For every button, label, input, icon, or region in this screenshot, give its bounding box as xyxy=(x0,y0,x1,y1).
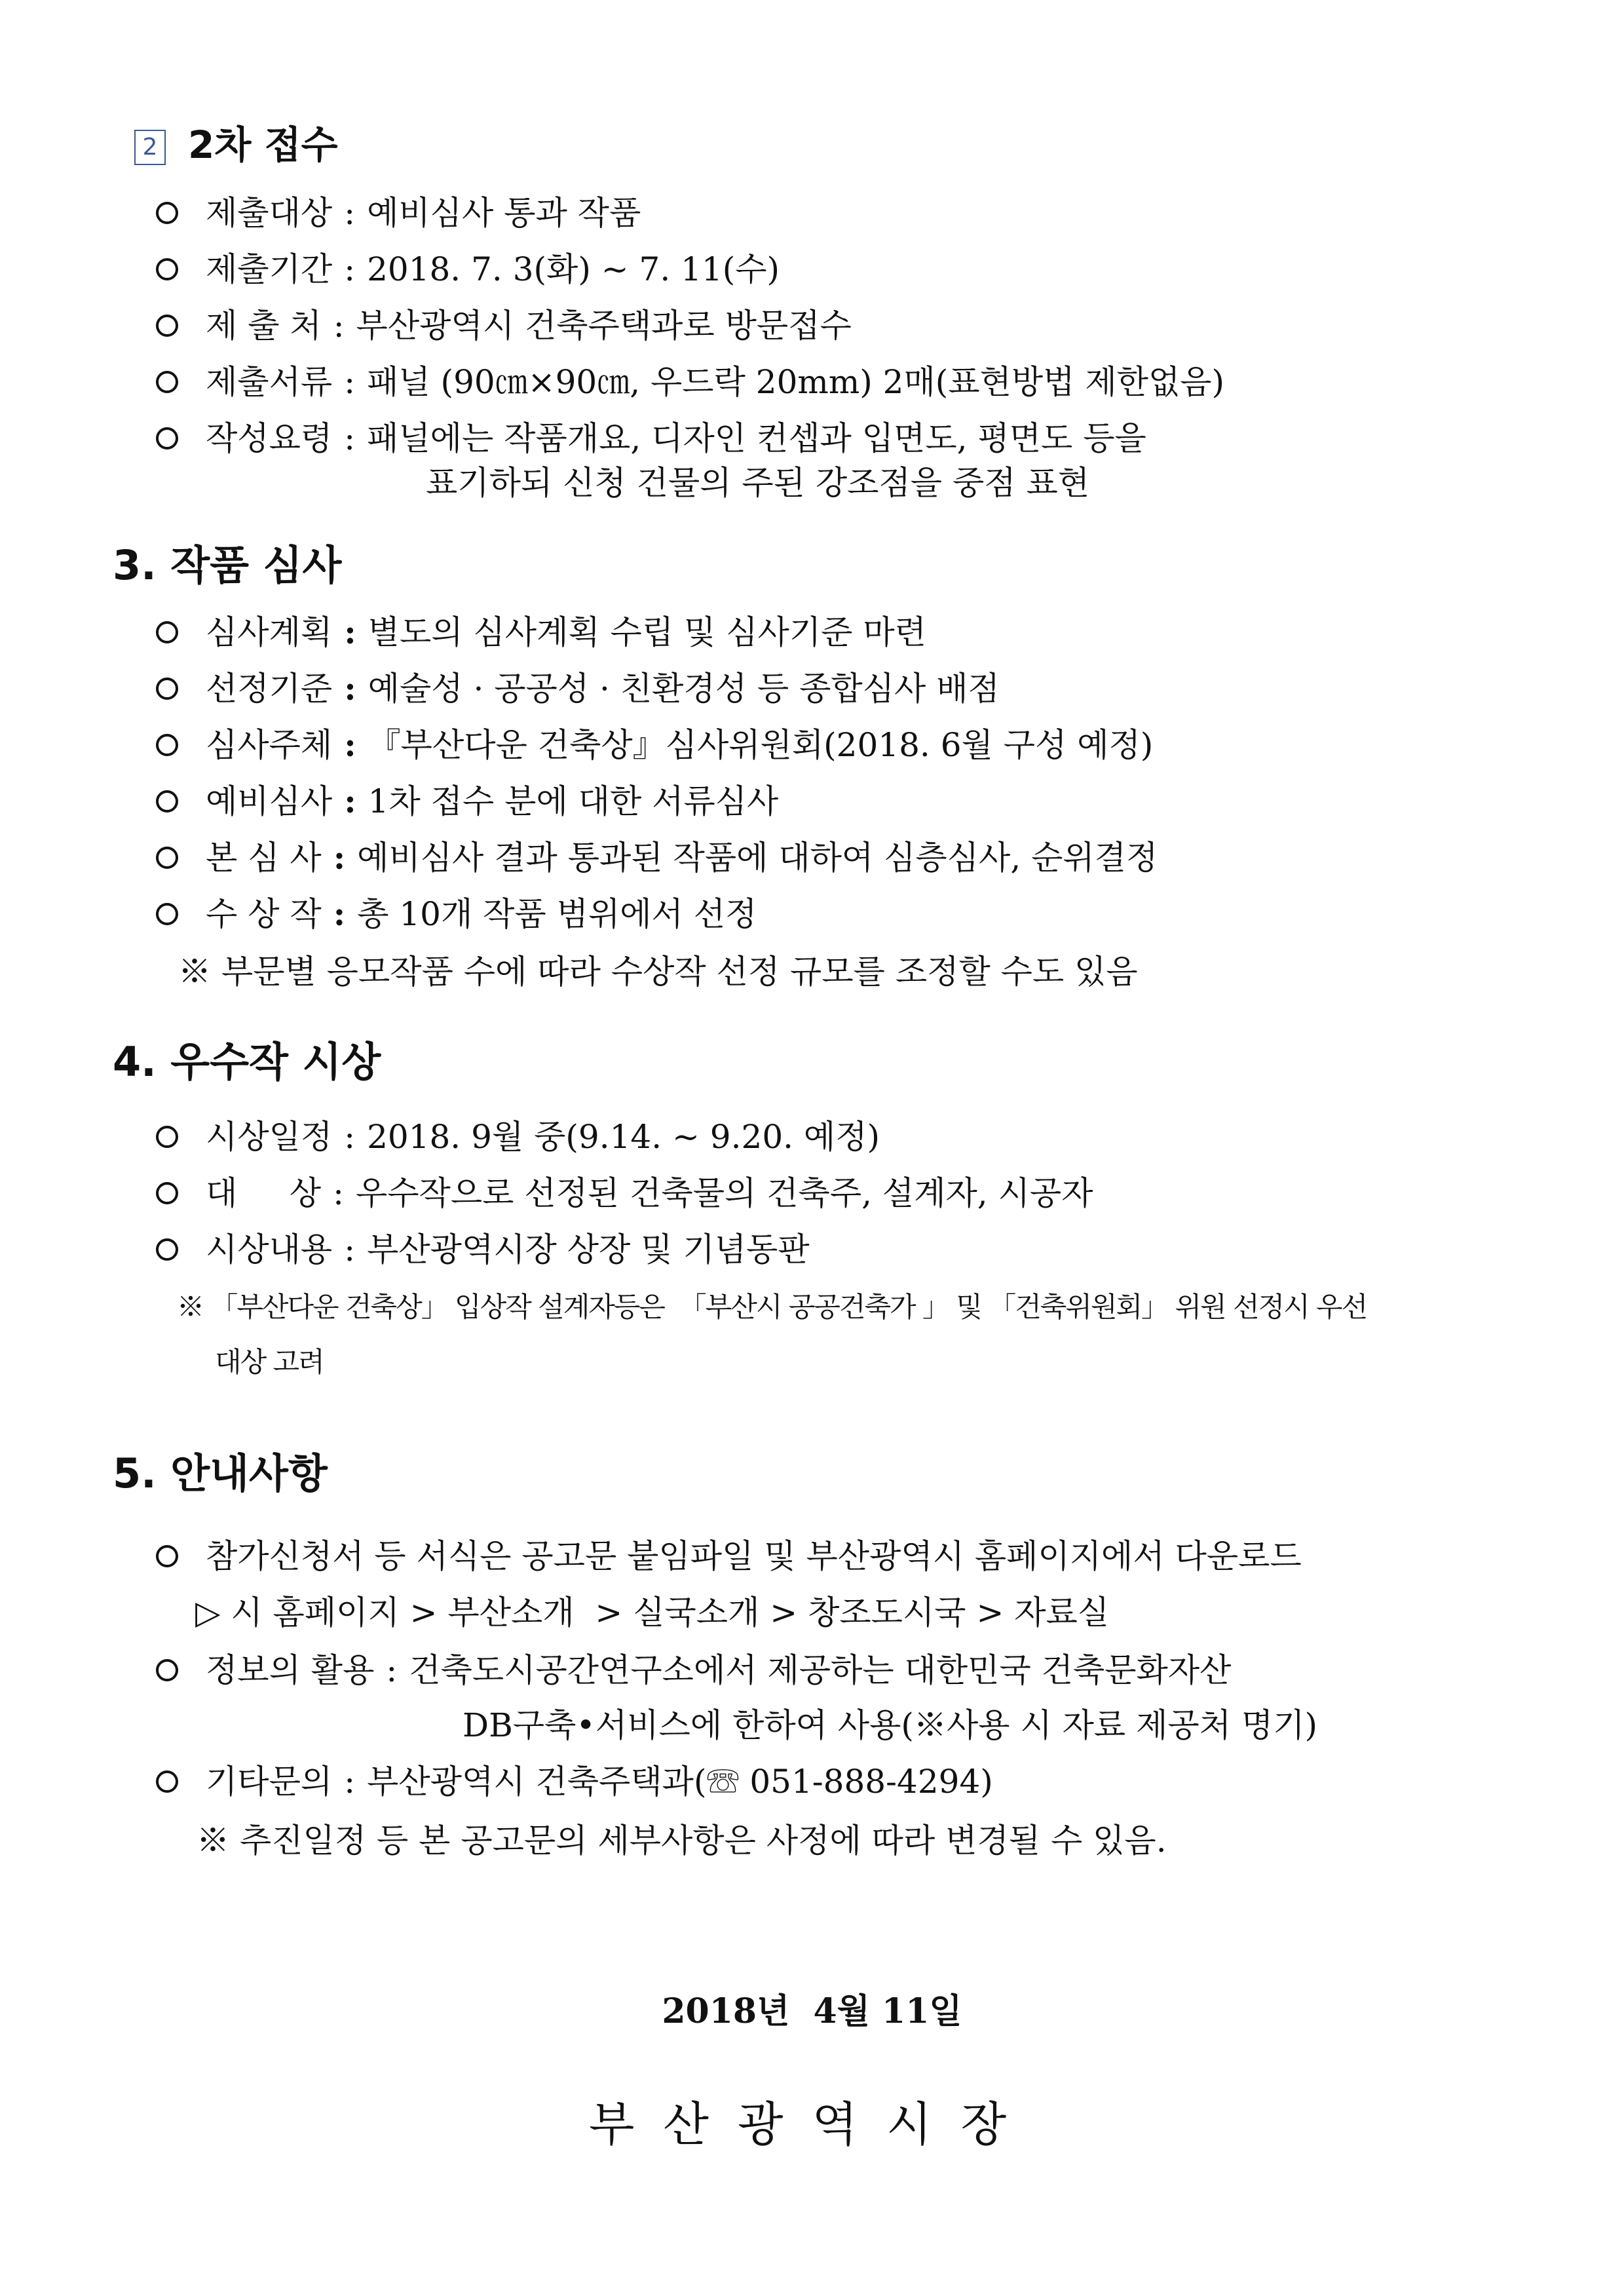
number-box-icon: 2 xyxy=(134,130,166,165)
item-separator: : xyxy=(344,613,356,651)
list-item xyxy=(156,782,779,820)
circle-bullet-icon xyxy=(156,1659,178,1681)
item-label: 제 출 처 xyxy=(206,307,322,345)
item-text: 별도의 심사계획 수립 및 심사기준 마련 xyxy=(368,613,926,651)
item-label: 심사주체 xyxy=(206,726,333,764)
subsection-title: 2차 접수 xyxy=(188,123,338,167)
item-continuation: 표기하되 신청 건물의 주된 강조점을 중점 표현 xyxy=(426,464,1090,502)
list-item xyxy=(156,1763,993,1801)
circle-bullet-icon xyxy=(156,621,178,643)
item-label: 작성요령 xyxy=(206,419,333,457)
item-separator: : xyxy=(344,194,356,232)
section-heading: 3. 작품 심사 xyxy=(113,541,342,589)
note-text: ※ 「부산다운 건축상」 입상작 설계자등은 「부산시 공공건축가 」 및 「건축위원회」 위원 선정시 우선 xyxy=(177,1291,1367,1323)
item-text: 2018. 7. 3(화) ~ 7. 11(수) xyxy=(367,250,780,288)
item-separator: : xyxy=(344,1231,356,1269)
section-heading: 4. 우수작 시상 xyxy=(113,1038,381,1086)
subsection-heading xyxy=(134,123,338,167)
item-label: 제출기간 xyxy=(206,250,333,288)
list-item xyxy=(156,613,926,651)
item-separator: : xyxy=(344,669,356,708)
list-item xyxy=(156,725,1154,764)
item-label: 선정기준 xyxy=(206,670,333,708)
list-item xyxy=(156,419,1146,457)
circle-bullet-icon xyxy=(156,202,178,224)
list-item xyxy=(156,194,641,232)
circle-bullet-icon xyxy=(156,1770,178,1793)
circle-bullet-icon xyxy=(156,1238,178,1261)
circle-bullet-icon xyxy=(156,371,178,393)
final-note: ※ 추진일정 등 본 공고문의 세부사항은 사정에 따라 변경될 수 있음. xyxy=(197,1822,1167,1860)
item-separator: : xyxy=(333,307,345,345)
item-text: 건축도시공간연구소에서 제공하는 대한민국 건축문화자산 xyxy=(409,1651,1232,1689)
item-separator: : xyxy=(333,894,346,933)
item-text: 예술성 · 공공성 · 친환경성 등 종합심사 배점 xyxy=(368,670,1000,708)
item-separator: : xyxy=(344,419,356,457)
circle-bullet-icon xyxy=(156,678,178,700)
item-label: 심사계획 xyxy=(206,613,333,651)
item-separator: : xyxy=(344,725,356,764)
circle-bullet-icon xyxy=(156,427,178,450)
item-text: 패널에는 작품개요, 디자인 컨셉과 입면도, 평면도 등을 xyxy=(367,419,1146,457)
list-item xyxy=(156,1537,1302,1575)
item-separator: : xyxy=(344,250,356,288)
item-separator: : xyxy=(344,1763,356,1801)
note-text-continuation: 대상 고려 xyxy=(215,1346,324,1378)
item-label: 시상일정 xyxy=(206,1118,333,1156)
item-separator: : xyxy=(386,1651,398,1689)
item-label: 제출서류 xyxy=(206,363,333,401)
list-item xyxy=(156,894,757,933)
item-text: 부산광역시 건축주택과로 방문접수 xyxy=(356,307,852,345)
item-text: 부산광역시 건축주택과(☏ 051-888-4294) xyxy=(367,1763,993,1801)
item-label: 제출대상 xyxy=(206,194,333,232)
list-item xyxy=(156,250,780,288)
list-item xyxy=(156,1118,880,1156)
item-text: 예비심사 결과 통과된 작품에 대하여 심층심사, 순위결정 xyxy=(357,839,1158,877)
issuer-name: 부산광역시장 xyxy=(588,2097,1036,2152)
list-item xyxy=(156,307,852,345)
item-separator: : xyxy=(344,782,356,820)
item-label: 예비심사 xyxy=(206,782,333,820)
item-label: 기타문의 xyxy=(206,1763,333,1801)
circle-bullet-icon xyxy=(156,315,178,337)
list-item xyxy=(156,363,1225,401)
item-text: 1차 접수 분에 대한 서류심사 xyxy=(368,782,779,820)
item-text: 부산광역시장 상장 및 기념동판 xyxy=(367,1231,810,1269)
item-text: 『부산다운 건축상』심사위원회(2018. 6월 구성 예정) xyxy=(368,726,1154,764)
circle-bullet-icon xyxy=(156,790,178,813)
item-text: 참가신청서 등 서식은 공고문 붙임파일 및 부산광역시 홈페이지에서 다운로드 xyxy=(206,1537,1302,1575)
circle-bullet-icon xyxy=(156,258,178,280)
issue-date: 2018년 4월 11일 xyxy=(662,1991,962,2031)
list-item xyxy=(156,669,1000,708)
item-text: 2018. 9월 중(9.14. ~ 9.20. 예정) xyxy=(367,1118,880,1156)
list-item xyxy=(156,1174,1093,1212)
circle-bullet-icon xyxy=(156,1126,178,1148)
item-label: 정보의 활용 xyxy=(206,1651,375,1689)
item-text: 패널 (90㎝×90㎝, 우드락 20mm) 2매(표현방법 제한없음) xyxy=(367,363,1225,401)
section-heading: 5. 안내사항 xyxy=(113,1449,328,1497)
circle-bullet-icon xyxy=(156,1545,178,1567)
item-text: 우수작으로 선정된 건축물의 건축주, 설계자, 시공자 xyxy=(355,1174,1093,1212)
list-item xyxy=(156,1651,1232,1689)
item-separator: : xyxy=(344,363,356,401)
list-item xyxy=(156,838,1158,877)
circle-bullet-icon xyxy=(156,1182,178,1204)
note-text: ※ 부문별 응모작품 수에 따라 수상작 선정 규모를 조정할 수도 있음 xyxy=(178,953,1138,991)
item-text: 예비심사 통과 작품 xyxy=(367,194,641,232)
item-continuation: DB구축•서비스에 한하여 사용(※사용 시 자료 제공처 명기) xyxy=(463,1706,1317,1744)
item-label: 시상내용 xyxy=(206,1231,333,1269)
circle-bullet-icon xyxy=(156,903,178,925)
item-label: 수 상 작 xyxy=(206,895,322,933)
list-item xyxy=(156,1231,810,1269)
circle-bullet-icon xyxy=(156,734,178,756)
item-separator: : xyxy=(344,1118,356,1156)
item-label: 대 상 xyxy=(206,1174,322,1212)
item-separator: : xyxy=(333,838,346,877)
item-text: 총 10개 작품 범위에서 선정 xyxy=(357,895,757,933)
homepage-path: ▷ 시 홈페이지 > 부산소개 > 실국소개 > 창조도시국 > 자료실 xyxy=(195,1594,1110,1632)
circle-bullet-icon xyxy=(156,847,178,869)
item-separator: : xyxy=(333,1174,344,1212)
item-label: 본 심 사 xyxy=(206,839,322,877)
